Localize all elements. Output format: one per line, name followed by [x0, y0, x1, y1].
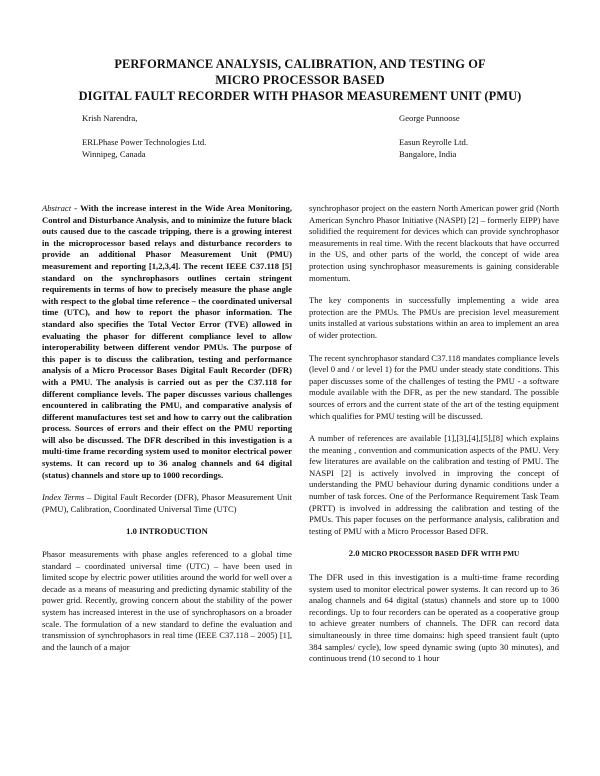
body-paragraph: synchrophasor project on the eastern North American power grid (North American Synchro Phasor Initiative (NASPI) [2] – formerly EIPP) have solidified the requirement for devices which can provide synchrophasor measurements in real time. With the recent blackouts that have occurred in the US, and other parts of the world, the concept of wide area protection using synchrophasor measurements is gaining considerable momentum.: [309, 203, 559, 283]
section-heading-introduction: 1.0 INTRODUCTION: [126, 526, 208, 537]
index-terms-paragraph: [42, 492, 292, 515]
paper-title: [40, 56, 560, 104]
section-heading-part: MICRO PROCESSOR BASED: [361, 550, 459, 559]
title-line-3: DIGITAL FAULT RECORDER WITH PHASOR MEASUREMENT UNIT (PMU): [78, 89, 522, 103]
author-location: Winnipeg, Canada: [82, 149, 146, 159]
section-heading-part: WITH PMU: [480, 550, 520, 559]
author-organization: ERLPhase Power Technologies Ltd.: [82, 137, 207, 147]
index-terms-label: Index Terms: [42, 492, 85, 503]
section-heading-dfr-with-pmu: [309, 548, 559, 561]
body-paragraph: The recent synchrophasor standard C37.118 mandates compliance levels (level 0 and / or level 1) for the PMU under steady state conditions. This paper discusses some of the challenges of testing the PMU - a software module available with the DFR, as per the new standard. The possible sources of errors and the current state of the art of the testing equipment which qualifies for PMU testing will be discussed.: [309, 352, 559, 421]
left-column: [42, 203, 292, 664]
index-terms-text: – Digital Fault Recorder (DFR), Phasor Measurement Unit (PMU), Calibration, Coordinated Universal Time (UTC): [42, 492, 292, 514]
introduction-paragraph: Phasor measurements with phase angles referenced to a global time standard – coordinated universal time (UTC) – have been used in limited scope by electric power utilities around the world for well over a decade as a means of measuring and predicting dynamic stability of the power grid. Recently, growing concern about the stability of the power system has increased interest in the use of synchrophasors on a broader scale. The formulation of a new standard to define the evaluation and transmission of synchrophasors in real time (IEEE C37.118 – 2005) [1], and the launch of a major: [42, 549, 292, 652]
abstract-label: Abstract: [42, 203, 72, 213]
body-paragraph: The key components in successfully implementing a wide area protection are the PMUs. The PMUs are precision level measurement units installed at various substations within an area to implement an area of wider protection.: [309, 295, 559, 340]
author-block-2: [399, 112, 468, 160]
author-block-1: [82, 112, 206, 160]
abstract-paragraph: [42, 203, 292, 481]
section-heading-part: DFR: [458, 548, 481, 559]
author-organization: Easun Reyrolle Ltd.: [399, 137, 468, 147]
author-name: George Punnoose: [399, 113, 460, 123]
section-2-paragraph: The DFR used in this investigation is a multi-time frame recording system used to monitor electrical power systems. It can record up to 36 analog channels and 64 digital (status) channels and store up to 1000 recordings. Up to four recorders can be operated as a cooperative group to achieve greater numbers of channels. The DFR can record data simultaneously in three time domains: high speed transient fault (upto 384 samples/ cycle), low speed dynamic swing (upto 30 minutes), and continuous trend (10 second to 1 hour: [309, 572, 559, 664]
body-paragraph: A number of references are available [1],[3],[4],[5],[8] which explains the meaning , convention and communication aspects of the PMU. Very few literatures are available on the calibration and testing of PMU. The NASPI [2] is actively involved in improving the concept of understanding the PMU behaviour during dynamic conditions under a number of task forces. One of the Performance Requirement Task Team (PRTT) is involved in addressing the calibration and testing of the PMUs. This paper focuses on the performance analysis, calibration and testing of PMU with a Micro Processor Based DFR.: [309, 433, 559, 536]
author-name: Krish Narendra,: [82, 113, 138, 123]
section-number: 2.0: [348, 548, 362, 559]
author-location: Bangalore, India: [399, 149, 457, 159]
title-line-1: PERFORMANCE ANALYSIS, CALIBRATION, AND TESTING OF: [114, 57, 486, 71]
right-column: [309, 203, 559, 676]
abstract-text: - With the increase interest in the Wide Area Monitoring, Control and Disturbance Analysis, and to minimize the future black outs caused due to the cascade tripping, there is a growing interest in the microprocessor based relays and disturbance recorders to provide an additional Phasor Measurement Unit (PMU) measurement and reporting [1,2,3,4]. The recent IEEE C37.118 [5] standard on the synchrophasors outlines certain stringent requirements in terms of how to precisely measure the phase angle with respect to the global time reference – the coordinated universal time (UTC), and how to report the phasor information. The standard also specifies the Total Vector Error (TVE) allowed in evaluating the phasor for different compliance level to allow interoperability between different vendor PMUs. The purpose of this paper is to discuss the calibration, testing and performance analysis of a Micro Processor Bases Digital Fault Recorder (DFR) with a PMU. The analysis is carried out as per the C37.118 for different compliance levels. The paper discusses various challenges encountered in calibrating the PMU, and comparative analysis of different manufactures test set and how to carry out the calibration process. Sources of errors and their effect on the PMU reporting will also be discussed. The DFR described in this investigation is a multi-time frame recording system used to monitor electrical power systems. It can record up to 36 analog channels and 64 digital (status) channels and store up to 1000 recordings.: [42, 203, 292, 480]
title-line-2: MICRO PROCESSOR BASED: [215, 73, 385, 87]
